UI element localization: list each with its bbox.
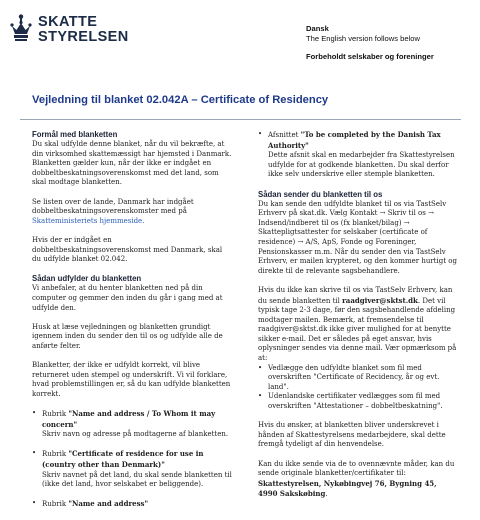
bullet-field-name: "To be completed by the Danish Tax Authority" bbox=[268, 130, 441, 150]
bullet-field-name: "Name and address" bbox=[68, 499, 149, 509]
bullet-field-name: "Name and address / To Whom it may concern" bbox=[42, 409, 216, 429]
send-heading: Sådan sender du blanketten til os bbox=[258, 189, 383, 199]
send-paragraph-4-text-a: Kan du ikke sende via de to ovennævnte måder, kan du sende originale blanketter/certifikater til: bbox=[258, 459, 455, 478]
header-info bbox=[306, 24, 476, 62]
ministry-website-link[interactable]: Skatteministeriets hjemmeside. bbox=[32, 216, 145, 225]
fill-paragraph-2: Husk at læse vejledningen og blanketten grundigt igennem inden du sender den til os og udfylde alle de anførte felter. bbox=[32, 322, 223, 350]
send-paragraph-2-text-b: . Det vil typisk tage 2-3 dage, før den sagsbehandlende afdeling modtager mailen. Bemærk, at fremsendelse til raadgiver@sktst.dk ikke giver mulighed for at benytte sikker e-mail. Det er således på eget ansvar, hvis oplysninger sendes via denne mail. Vær opmærksom på at: bbox=[258, 296, 457, 363]
bullet-label: Rubrik bbox=[42, 500, 69, 509]
bullet-text: Skriv navn og adresse på modtagerne af blanketten. bbox=[42, 430, 229, 439]
postal-address: Skattestyrelsen, Nykøbingvej 76, Bygning 45, 4990 Sakskøbing bbox=[258, 478, 437, 499]
document-header bbox=[0, 0, 480, 78]
list-item: • Vedlægge den udfyldte blanket som fil med overskriften "Certificate of Recidency, år og evt. land". bbox=[258, 364, 458, 393]
purpose-paragraph-1: Du skal udfylde denne blanket, når du vil bekræfte, at din virksomhed skattemæssigt har hjemsted i Danmark. Blanketten gælder kun, når der ikke er indgået en dobbeltbeskatningsoverenskomst med det land, som skal modtage blanketten. bbox=[32, 140, 232, 187]
send-paragraph-4 bbox=[258, 460, 458, 500]
bullet-label: Rubrik bbox=[42, 410, 69, 419]
fill-heading: Sådan udfylder du blanketten bbox=[32, 274, 142, 284]
skattestyrelsen-logo bbox=[8, 14, 128, 50]
send-paragraph-2-text-a: Hvis du ikke kan skrive til os via TastSelv Erhverv, kan du sende blanketten til bbox=[258, 285, 453, 305]
language-label: Dansk bbox=[306, 24, 329, 33]
bullet-text: Dette afsnit skal en medarbejder fra Skattestyrelsen udfylde for at godkende blanketten. Du skal derfor ikke selv underskrive eller stemple blanketten. bbox=[268, 151, 455, 179]
list-item bbox=[258, 130, 458, 180]
purpose-heading: Formål med blanketten bbox=[32, 130, 118, 139]
purpose-paragraph-2-text: Se listen over de lande, Danmark har indgået dobbeltbeskatningsoverenskomster med på bbox=[32, 197, 194, 216]
field-instructions-list bbox=[32, 409, 232, 510]
logo-text-line2: STYRELSEN bbox=[38, 29, 129, 45]
fill-paragraph-3: Blanketter, der ikke er udfyldt korrekt, vil blive returneret uden stempel og underskrift. Vi vil forklare, hvad problemstillingen er, så du kan udfylde blanketten korrekt. bbox=[32, 361, 231, 398]
authority-section-list bbox=[258, 130, 458, 180]
crown-icon bbox=[10, 14, 32, 44]
send-paragraph-4-text-b: . bbox=[325, 490, 328, 499]
purpose-paragraph-3: Hvis der er indgået en dobbeltbeskatningsoverenskomst med Danmark, skal du udfylde blanket 02.042. bbox=[32, 235, 223, 264]
send-paragraph-3: Hvis du ønsker, at blanketten bliver underskrevet i hånden af Skattestyrelsens medarbejdere, skal dette fremgå tydeligt af din henvendelse. bbox=[258, 421, 446, 449]
bullet-label: Afsnittet bbox=[268, 131, 301, 139]
bullet-text: Skriv navnet på det land, du skal sende blanketten til (ikke det land, hvor selskabet er beliggende). bbox=[42, 470, 232, 489]
send-notes-list bbox=[258, 364, 458, 412]
bullet-field-name: "Certificate of residence for use in (country other than Denmark)" bbox=[42, 449, 204, 469]
right-column bbox=[258, 130, 458, 510]
reserved-for-label: Forbeholdt selskaber og foreninger bbox=[306, 52, 434, 61]
fill-paragraph-1: Vi anbefaler, at du henter blanketten ned på din computer og gemmer den inden du går i gang med at udfylde den. bbox=[32, 284, 223, 312]
bullet-label: Rubrik bbox=[42, 450, 69, 459]
list-item bbox=[32, 499, 232, 510]
page-title: Vejledning til blanket 02.042A – Certificate of Residency bbox=[32, 94, 329, 106]
advisor-email-link[interactable]: raadgiver@sktst.dk bbox=[342, 295, 418, 305]
send-paragraph-1: Du kan sende den udfyldte blanket til os via TastSelv Erhverv på skat.dk. Vælg Kontakt → Skriv til os → Indsend/indberet til os (fx blanket/bilag) → Skattepligtsattester for selskaber (certificate of residence) → A/S, ApS, Fonde og Foreninger, Pensionskasser m.m. Når du sender den via TastSelv Erhverv, er mailen krypteret, og den kommer hurtigt og direkte til de relevante sagsbehandlere. bbox=[258, 199, 457, 275]
logo-text-line1: SKATTE bbox=[38, 14, 98, 30]
english-version-note: The English version follows below bbox=[306, 33, 420, 43]
list-item bbox=[32, 449, 232, 489]
left-column bbox=[32, 130, 232, 520]
list-item bbox=[32, 409, 232, 440]
list-item: • Udenlandske certifikater vedlægges som fil med overskriften "Attestationer – dobbeltbeskatning". bbox=[258, 392, 458, 411]
title-bar bbox=[20, 80, 461, 120]
purpose-paragraph-2 bbox=[32, 198, 232, 227]
send-paragraph-2 bbox=[258, 286, 458, 364]
